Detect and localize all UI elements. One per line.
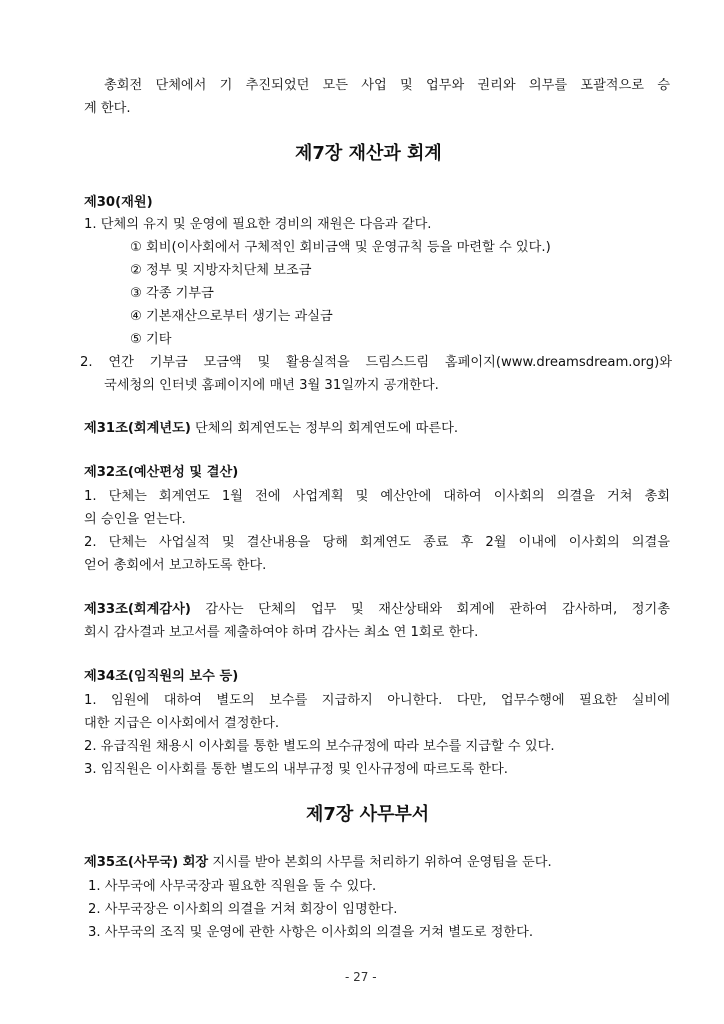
article-35 [84, 852, 552, 874]
article-30-title: 제30(재원) [84, 195, 153, 210]
chapter-title-office: 제7장 사무부서 [306, 804, 430, 825]
article-33-title: 제33조(회계감사) [84, 602, 191, 617]
article-34-item-1-line-2: 대한 지급은 이사회에서 결정한다. [84, 716, 280, 731]
article-30-heading [84, 192, 153, 214]
article-35-title: 제35조(사무국) 회장 [84, 855, 209, 870]
article-35-item-1: 1. 사무국에 사무국장과 필요한 직원을 둘 수 있다. [88, 879, 377, 894]
article-31 [84, 418, 458, 440]
article-30-item-2-line-2: 국세청의 인터넷 홈페이지에 매년 3월 31일까지 공개한다. [104, 378, 439, 393]
article-34-title: 제34조(임직원의 보수 등) [84, 669, 239, 684]
chapter-title-finance: 제7장 재산과 회계 [295, 143, 442, 164]
article-32-title: 제32조(예산편성 및 결산) [84, 465, 239, 480]
article-32-item-2-line-2: 얻어 총회에서 보고하도록 한다. [84, 558, 267, 573]
article-31-text: 단체의 회계연도는 정부의 회계연도에 따른다. [190, 421, 459, 436]
article-32-heading [84, 462, 238, 484]
intro-line-1: 총회전 단체에서 기 추진되었던 모든 사업 및 업무와 권리와 의무를 포괄적으로 승 [104, 78, 670, 93]
page-number: - 27 - [345, 970, 377, 984]
intro-line-2: 계 한다. [84, 101, 131, 116]
article-30-sub-5: ⑤ 기타 [130, 332, 172, 347]
article-33-line-2: 회시 감사결과 보고서를 제출하여야 하며 감사는 최소 연 1회로 한다. [84, 625, 479, 640]
article-30-sub-2: ② 정부 및 지방자치단체 보조금 [130, 263, 312, 278]
article-34-item-3: 3. 임직원은 이사회를 통한 별도의 내부규정 및 인사규정에 따르도록 한다. [84, 762, 508, 777]
article-32-item-2-line-1: 2. 단체는 사업실적 및 결산내용을 당해 회계연도 종료 후 2월 이내에 이사회의 의결을 [84, 535, 670, 550]
article-30-sub-1: ① 회비(이사회에서 구체적인 회비금액 및 운영규칙 등을 마련할 수 있다.) [130, 240, 551, 255]
article-35-text: 지시를 받아 본회의 사무를 처리하기 위하여 운영팀을 둔다. [208, 855, 552, 870]
article-32-item-1-line-2: 의 승인을 얻는다. [84, 512, 186, 527]
article-35-item-3: 3. 사무국의 조직 및 운영에 관한 사항은 이사회의 의결을 거쳐 별도로 정한다. [88, 925, 534, 940]
article-30-item-2-line-1: 2. 연간 기부금 모금액 및 활용실적을 드림스드림 홈페이지(www.dreamsdream.org)와 [80, 355, 672, 370]
article-30-item-1: 1. 단체의 유지 및 운영에 필요한 경비의 재원은 다음과 같다. [84, 217, 432, 232]
article-30-sub-4: ④ 기본재산으로부터 생기는 과실금 [130, 309, 333, 324]
article-34-heading [84, 666, 238, 688]
article-34-item-1-line-1: 1. 임원에 대하여 별도의 보수를 지급하지 아니한다. 다만, 업무수행에 필요한 실비에 [84, 693, 670, 708]
article-31-title: 제31조(회계년도) [84, 421, 191, 436]
article-35-item-2: 2. 사무국장은 이사회의 의결을 거쳐 회장이 임명한다. [88, 902, 398, 917]
article-30-sub-3: ③ 각종 기부금 [130, 286, 214, 301]
article-33-text-1: 감사는 단체의 업무 및 재산상태와 회계에 관하여 감사하며, 정기총 [190, 602, 670, 617]
article-33-line-1 [84, 599, 670, 621]
article-34-item-2: 2. 유급직원 채용시 이사회를 통한 별도의 보수규정에 따라 보수를 지급할 수 있다. [84, 739, 555, 754]
article-32-item-1-line-1: 1. 단체는 회계연도 1월 전에 사업계획 및 예산안에 대하여 이사회의 의결을 거쳐 총회 [84, 489, 670, 504]
